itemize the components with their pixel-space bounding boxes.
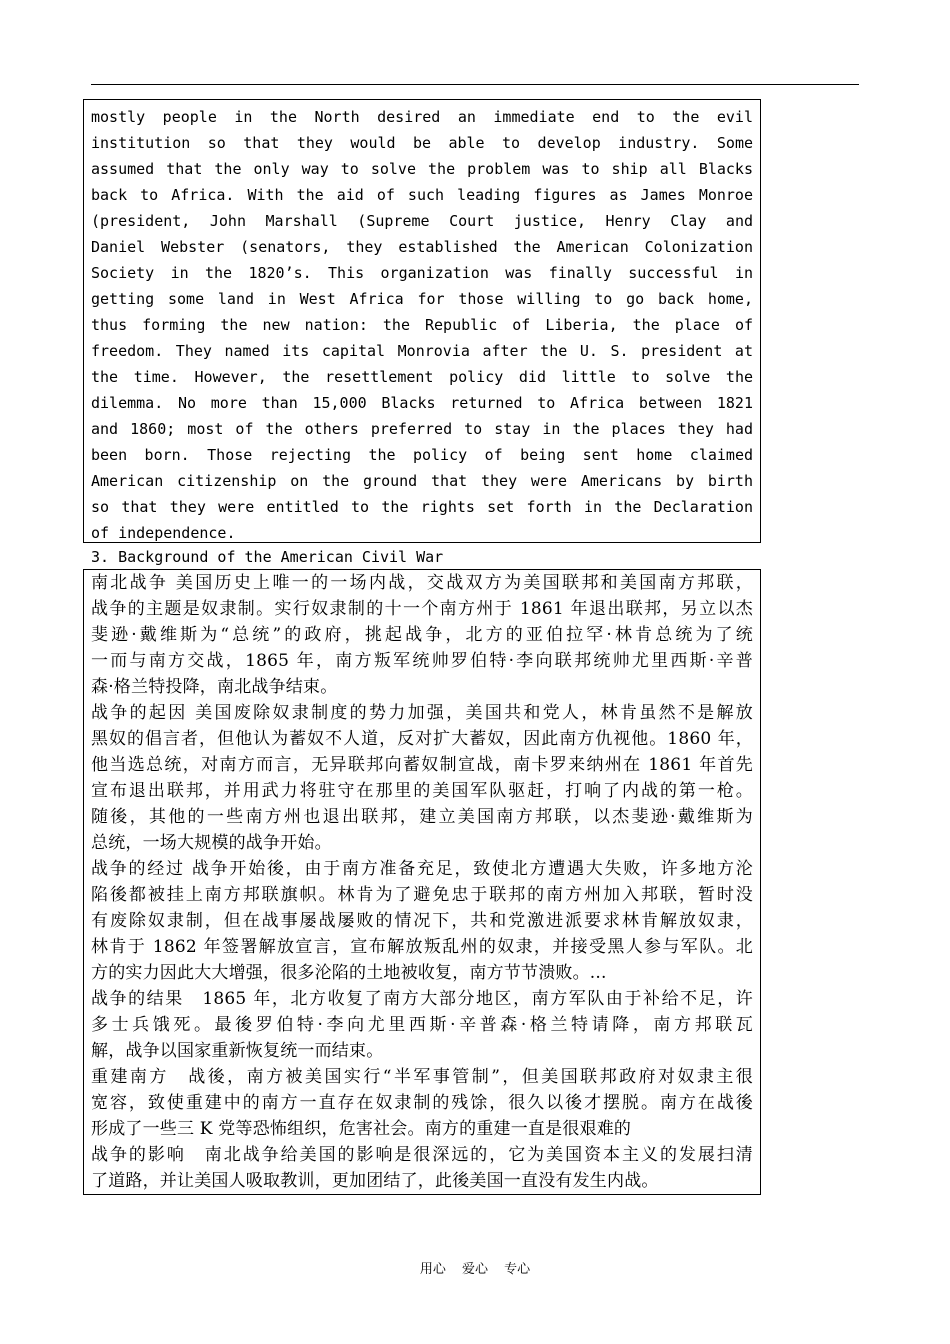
english-text-line: dilemma. No more than 15,000 Blacks returned to Africa between 1821 <box>91 394 753 412</box>
english-text-line: American citizenship on the ground that they were Americans by birth <box>91 472 753 490</box>
chinese-text-line: 多士兵饿死。最後罗伯特·李向尤里西斯·辛普森·格兰特请降，南方邦联瓦 <box>91 1015 753 1035</box>
chinese-passage-box <box>83 569 761 1195</box>
english-text-line: of independence. <box>91 524 236 542</box>
section-heading: 3. Background of the American Civil War <box>91 548 444 566</box>
chinese-text-line: 他当选总统，对南方而言，无异联邦向蓄奴制宣战，南卡罗来纳州在 1861 年首先 <box>91 755 753 775</box>
english-text-line: mostly people in the North desired an immediate end to the evil <box>91 108 753 126</box>
english-text-line: freedom. They named its capital Monrovia after the U. S. president at <box>91 342 753 360</box>
chinese-text-line: 林肯于 1862 年签署解放宣言，宣布解放叛乱州的奴隶，并接受黑人参与军队。北 <box>91 937 753 957</box>
chinese-text-line: 斐逊·戴维斯为“总统”的政府，挑起战争，北方的亚伯拉罕·林肯总统为了统 <box>91 625 753 645</box>
chinese-text-line: 形成了一些三 K 党等恐怖组织，危害社会。南方的重建一直是很艰难的 <box>91 1119 632 1139</box>
english-text-line: the time. However, the resettlement policy did little to solve the <box>91 368 753 386</box>
chinese-text-line: 战争的主题是奴隶制。实行奴隶制的十一个南方州于 1861 年退出联邦，另立以杰 <box>91 599 753 619</box>
chinese-text-line: 重建南方 战後，南方被美国实行“半军事管制”，但美国联邦政府对奴隶主很 <box>91 1067 753 1087</box>
chinese-text-line: 随後，其他的一些南方州也退出联邦，建立美国南方邦联，以杰斐逊·戴维斯为 <box>91 807 753 827</box>
chinese-text-line: 解，战争以国家重新恢复统一而结束。 <box>91 1041 384 1061</box>
chinese-text-line: 有废除奴隶制，但在战事屡战屡败的情况下，共和党激进派要求林肯解放奴隶， <box>91 911 753 931</box>
english-text-line: been born. Those rejecting the policy of being sent home claimed <box>91 446 753 464</box>
english-text-line: and 1860; most of the others preferred to stay in the places they had <box>91 420 753 438</box>
chinese-text-line: 南北战争 美国历史上唯一的一场内战，交战双方为美国联邦和美国南方邦联， <box>91 573 753 593</box>
header-rule <box>91 84 859 85</box>
english-text-line: so that they were entitled to the rights set forth in the Declaration <box>91 498 753 516</box>
english-text-line: back to Africa. With the aid of such leading figures as James Monroe <box>91 186 753 204</box>
chinese-text-line: 战争的经过 战争开始後，由于南方准备充足，致使北方遭遇大失败，许多地方沦 <box>91 859 753 879</box>
english-text-line: Society in the 1820’s. This organization was finally successful in <box>91 264 753 282</box>
chinese-text-line: 陷後都被挂上南方邦联旗帜。林肯为了避免忠于联邦的南方州加入邦联，暂时没 <box>91 885 753 905</box>
english-text-line: (president, John Marshall (Supreme Court justice, Henry Clay and <box>91 212 753 230</box>
chinese-text-line: 了道路，并让美国人吸取教训，更加团结了，此後美国一直没有发生内战。 <box>91 1171 659 1191</box>
chinese-text-line: 战争的起因 美国废除奴隶制度的势力加强，美国共和党人，林肯虽然不是解放 <box>91 703 753 723</box>
english-text-line: Daniel Webster (senators, they established the American Colonization <box>91 238 753 256</box>
chinese-text-line: 一而与南方交战，1865 年，南方叛军统帅罗伯特·李向联邦统帅尤里西斯·辛普 <box>91 651 753 671</box>
chinese-text-line: 方的实力因此大大增强，很多沦陷的土地被收复，南方节节溃败。... <box>91 963 607 983</box>
english-text-line: institution so that they would be able to develop industry. Some <box>91 134 753 152</box>
chinese-text-line: 战争的影响 南北战争给美国的影响是很深远的，它为美国资本主义的发展扫清 <box>91 1145 753 1165</box>
chinese-text-line: 战争的结果 1865 年，北方收复了南方大部分地区，南方军队由于补给不足，许 <box>91 989 753 1009</box>
chinese-text-line: 宣布退出联邦，并用武力将驻守在那里的美国军队驱赶，打响了内战的第一枪。 <box>91 781 753 801</box>
page-footer: 用心 爱心 专心 <box>419 1262 531 1277</box>
english-passage-box <box>83 99 761 543</box>
chinese-text-line: 黑奴的倡言者，但他认为蓄奴不人道，反对扩大蓄奴，因此南方仇视他。1860 年， <box>91 729 753 749</box>
english-text-line: assumed that the only way to solve the problem was to ship all Blacks <box>91 160 753 178</box>
chinese-text-line: 总统，一场大规模的战争开始。 <box>91 833 332 853</box>
chinese-text-line: 宽容，致使重建中的南方一直存在奴隶制的残馀，很久以後才摆脱。南方在战後 <box>91 1093 753 1113</box>
chinese-text-line: 森·格兰特投降，南北战争结束。 <box>91 677 338 697</box>
english-text-line: getting some land in West Africa for those willing to go back home, <box>91 290 753 308</box>
english-text-line: thus forming the new nation: the Republic of Liberia, the place of <box>91 316 753 334</box>
